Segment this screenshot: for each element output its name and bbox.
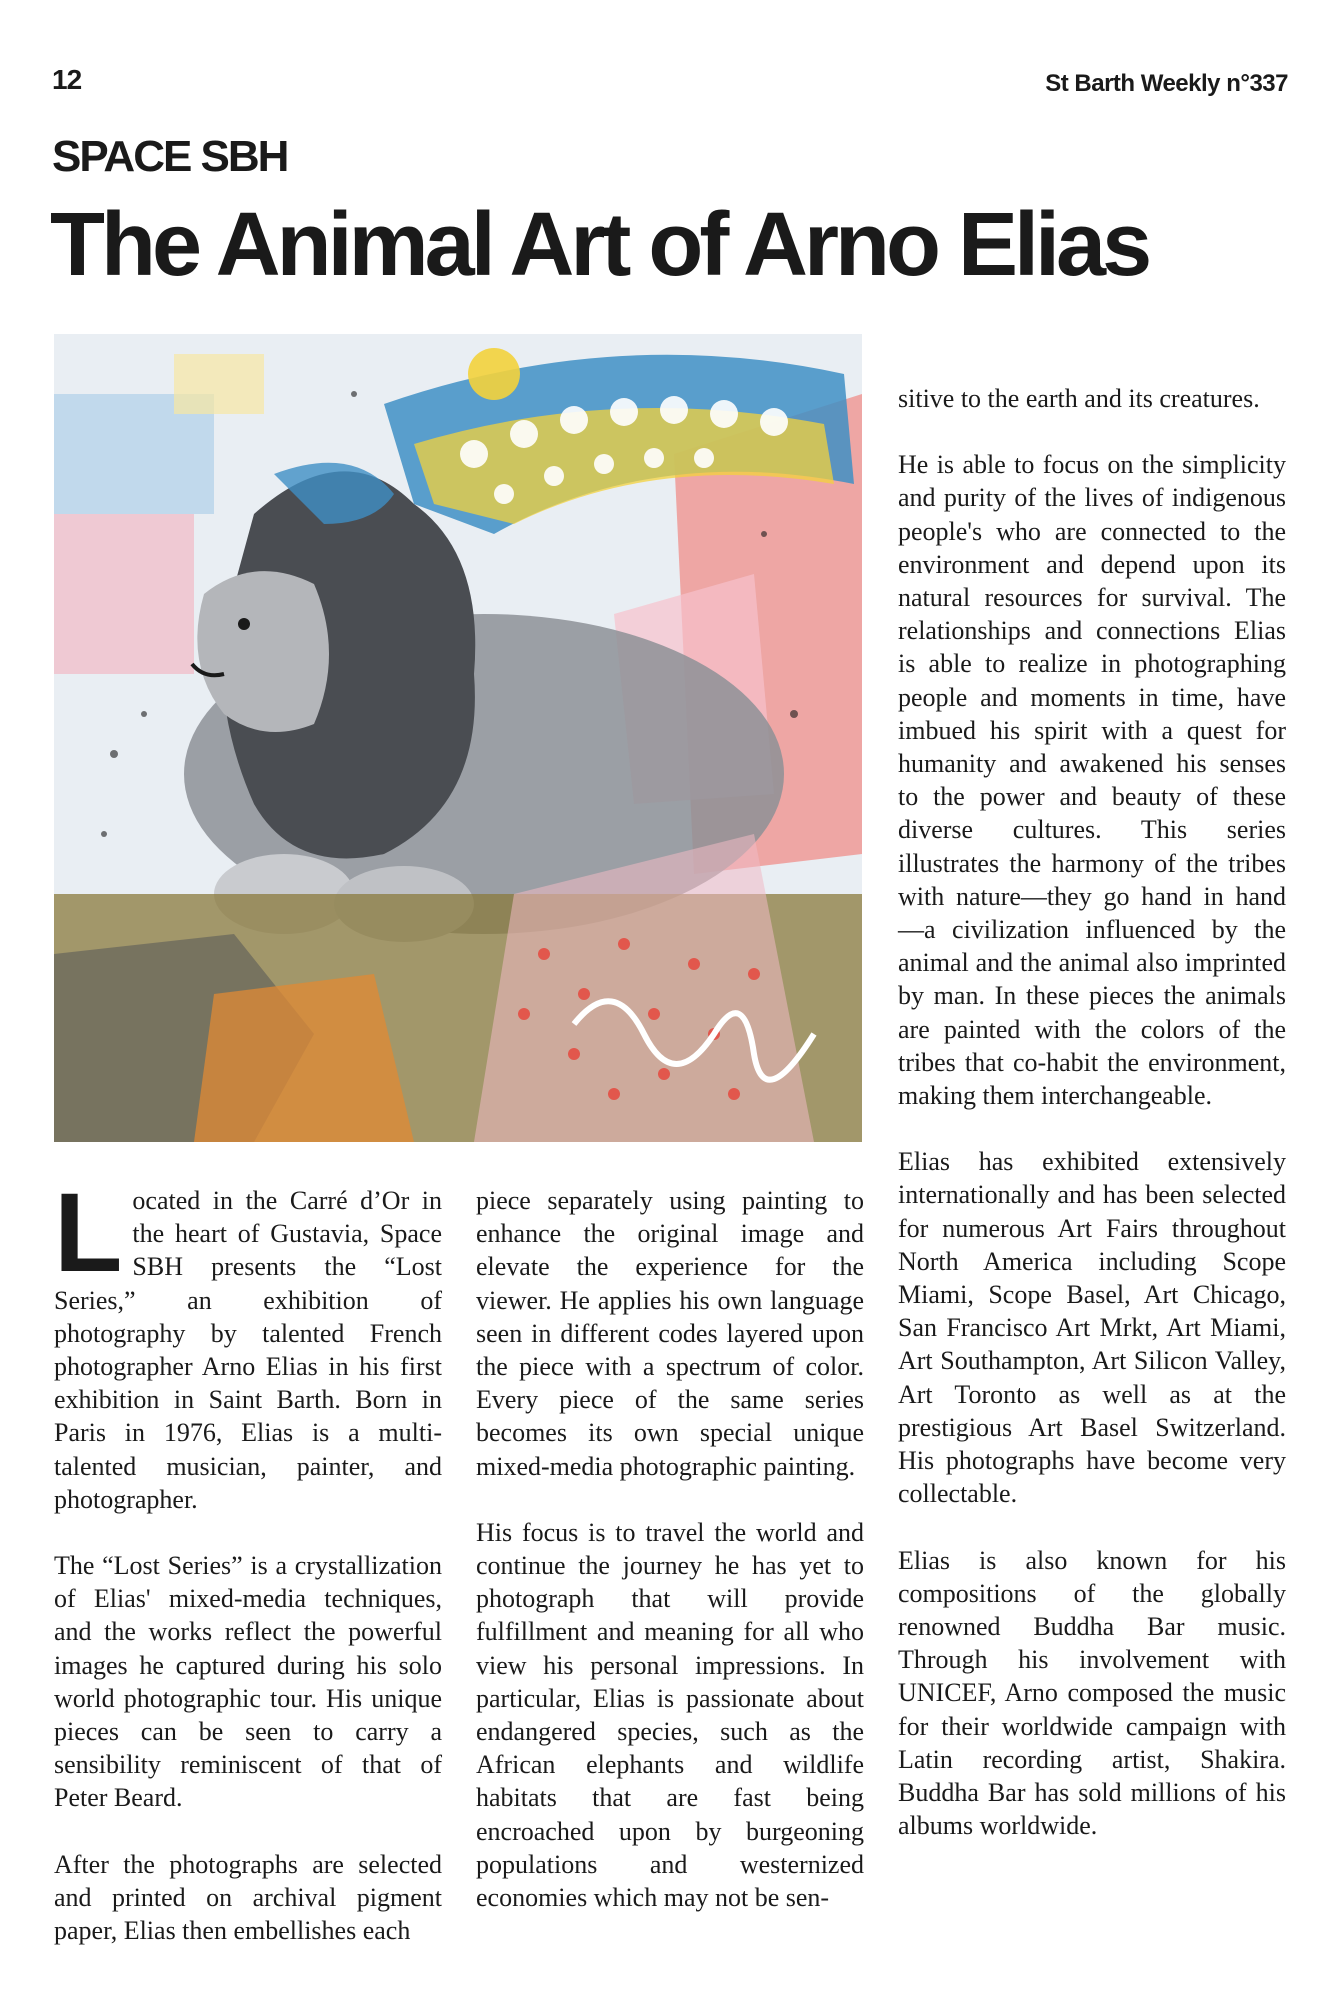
yellow-panel [174, 354, 264, 414]
paragraph: piece separately using painting to enhance the original image and elevate the experience for the viewer. He applies his own language seen in different codes layered upon the piece with a spectrum of color. Every piece of the same series becomes its own special unique mixed-media photographic painting. [476, 1186, 864, 1481]
paragraph: Elias is also known for his compositions of the globally renowned Buddha Bar music. Through his involvement with UNICEF, Arno composed the music for their worldwide campaign with Latin recording artist, Shakira. Buddha Bar has sold millions of his albums worldwide. [898, 1545, 1286, 1841]
paragraph: sitive to the earth and its creatures. [898, 384, 1260, 413]
section-label: SPACE SBH [52, 132, 288, 181]
paragraph: The “Lost Series” is a crystallization of Elias' mixed-media techniques, and the works reflect the powerful images he captured during his solo world photographic tour. His unique pieces can be seen to carry a sensibility reminiscent of that of Peter Beard. [54, 1551, 442, 1813]
lion-eye [238, 618, 250, 630]
page-number: 12 [52, 64, 82, 95]
paragraph: Elias has exhibited extensively internationally and has been selected for numerous Art Fairs throughout North America including Scope Miami, Scope Basel, Art Chicago, San Francisco Art Mrkt, Art Miami, Art Southampton, Art Silicon Valley, Art Toronto as well as at the prestigious Art Basel Switzerland. His photographs have become very collectable. [898, 1147, 1286, 1509]
article-column-3 [898, 382, 1286, 1875]
paragraph-text: ocated in the Carré d’Or in the heart of Gustavia, Space SBH presents the “Lost Series,” an exhibition of photography by talented French photographer Arno Elias in his first exhibition in Saint Barth. Born in Paris in 1976, Elias is a multi-talented musician, painter, and photographer. [54, 1186, 442, 1514]
paragraph: After the photographs are selected and printed on archival pigment paper, Elias then embellishes each [54, 1849, 442, 1946]
pink-panel [54, 514, 194, 674]
lion-painting-image [54, 334, 862, 1142]
sun-ornament [468, 348, 520, 400]
article-column-1 [54, 1170, 442, 1980]
paragraph [54, 1170, 442, 1516]
lion-painting-svg [54, 334, 862, 1142]
paragraph: He is able to focus on the simplicity and purity of the lives of indigenous people's who are connected to the environment and depend upon its natural resources for survival. The relationships and connections Elias is able to realize in photographing people and moments in time, have imbued his spirit with a quest for humanity and awakened his senses to the power and beauty of these diverse cultures. This series illustrates the harmony of the tribes with nature—they go hand in hand —a civilization influenced by the animal and the animal also imprinted by man. In these pieces the animals are painted with the colors of the tribes that co-habit the environment, making them interchangeable. [898, 450, 1286, 1111]
paragraph: His focus is to travel the world and continue the journey he has yet to photograph that will provide fulfillment and meaning for all who view his personal impressions. In particular, Elias is passionate about endangered species, such as the African elephants and wildlife habitats that are fast being encroached upon by burgeoning populations and westernized economies which may not be sen- [476, 1517, 864, 1913]
drop-cap: L [54, 1170, 123, 1295]
article-headline: The Animal Art of Arno Elias [50, 195, 1149, 295]
publication-title: St Barth Weekly n°337 [1045, 70, 1288, 97]
article-column-2 [476, 1184, 864, 1947]
